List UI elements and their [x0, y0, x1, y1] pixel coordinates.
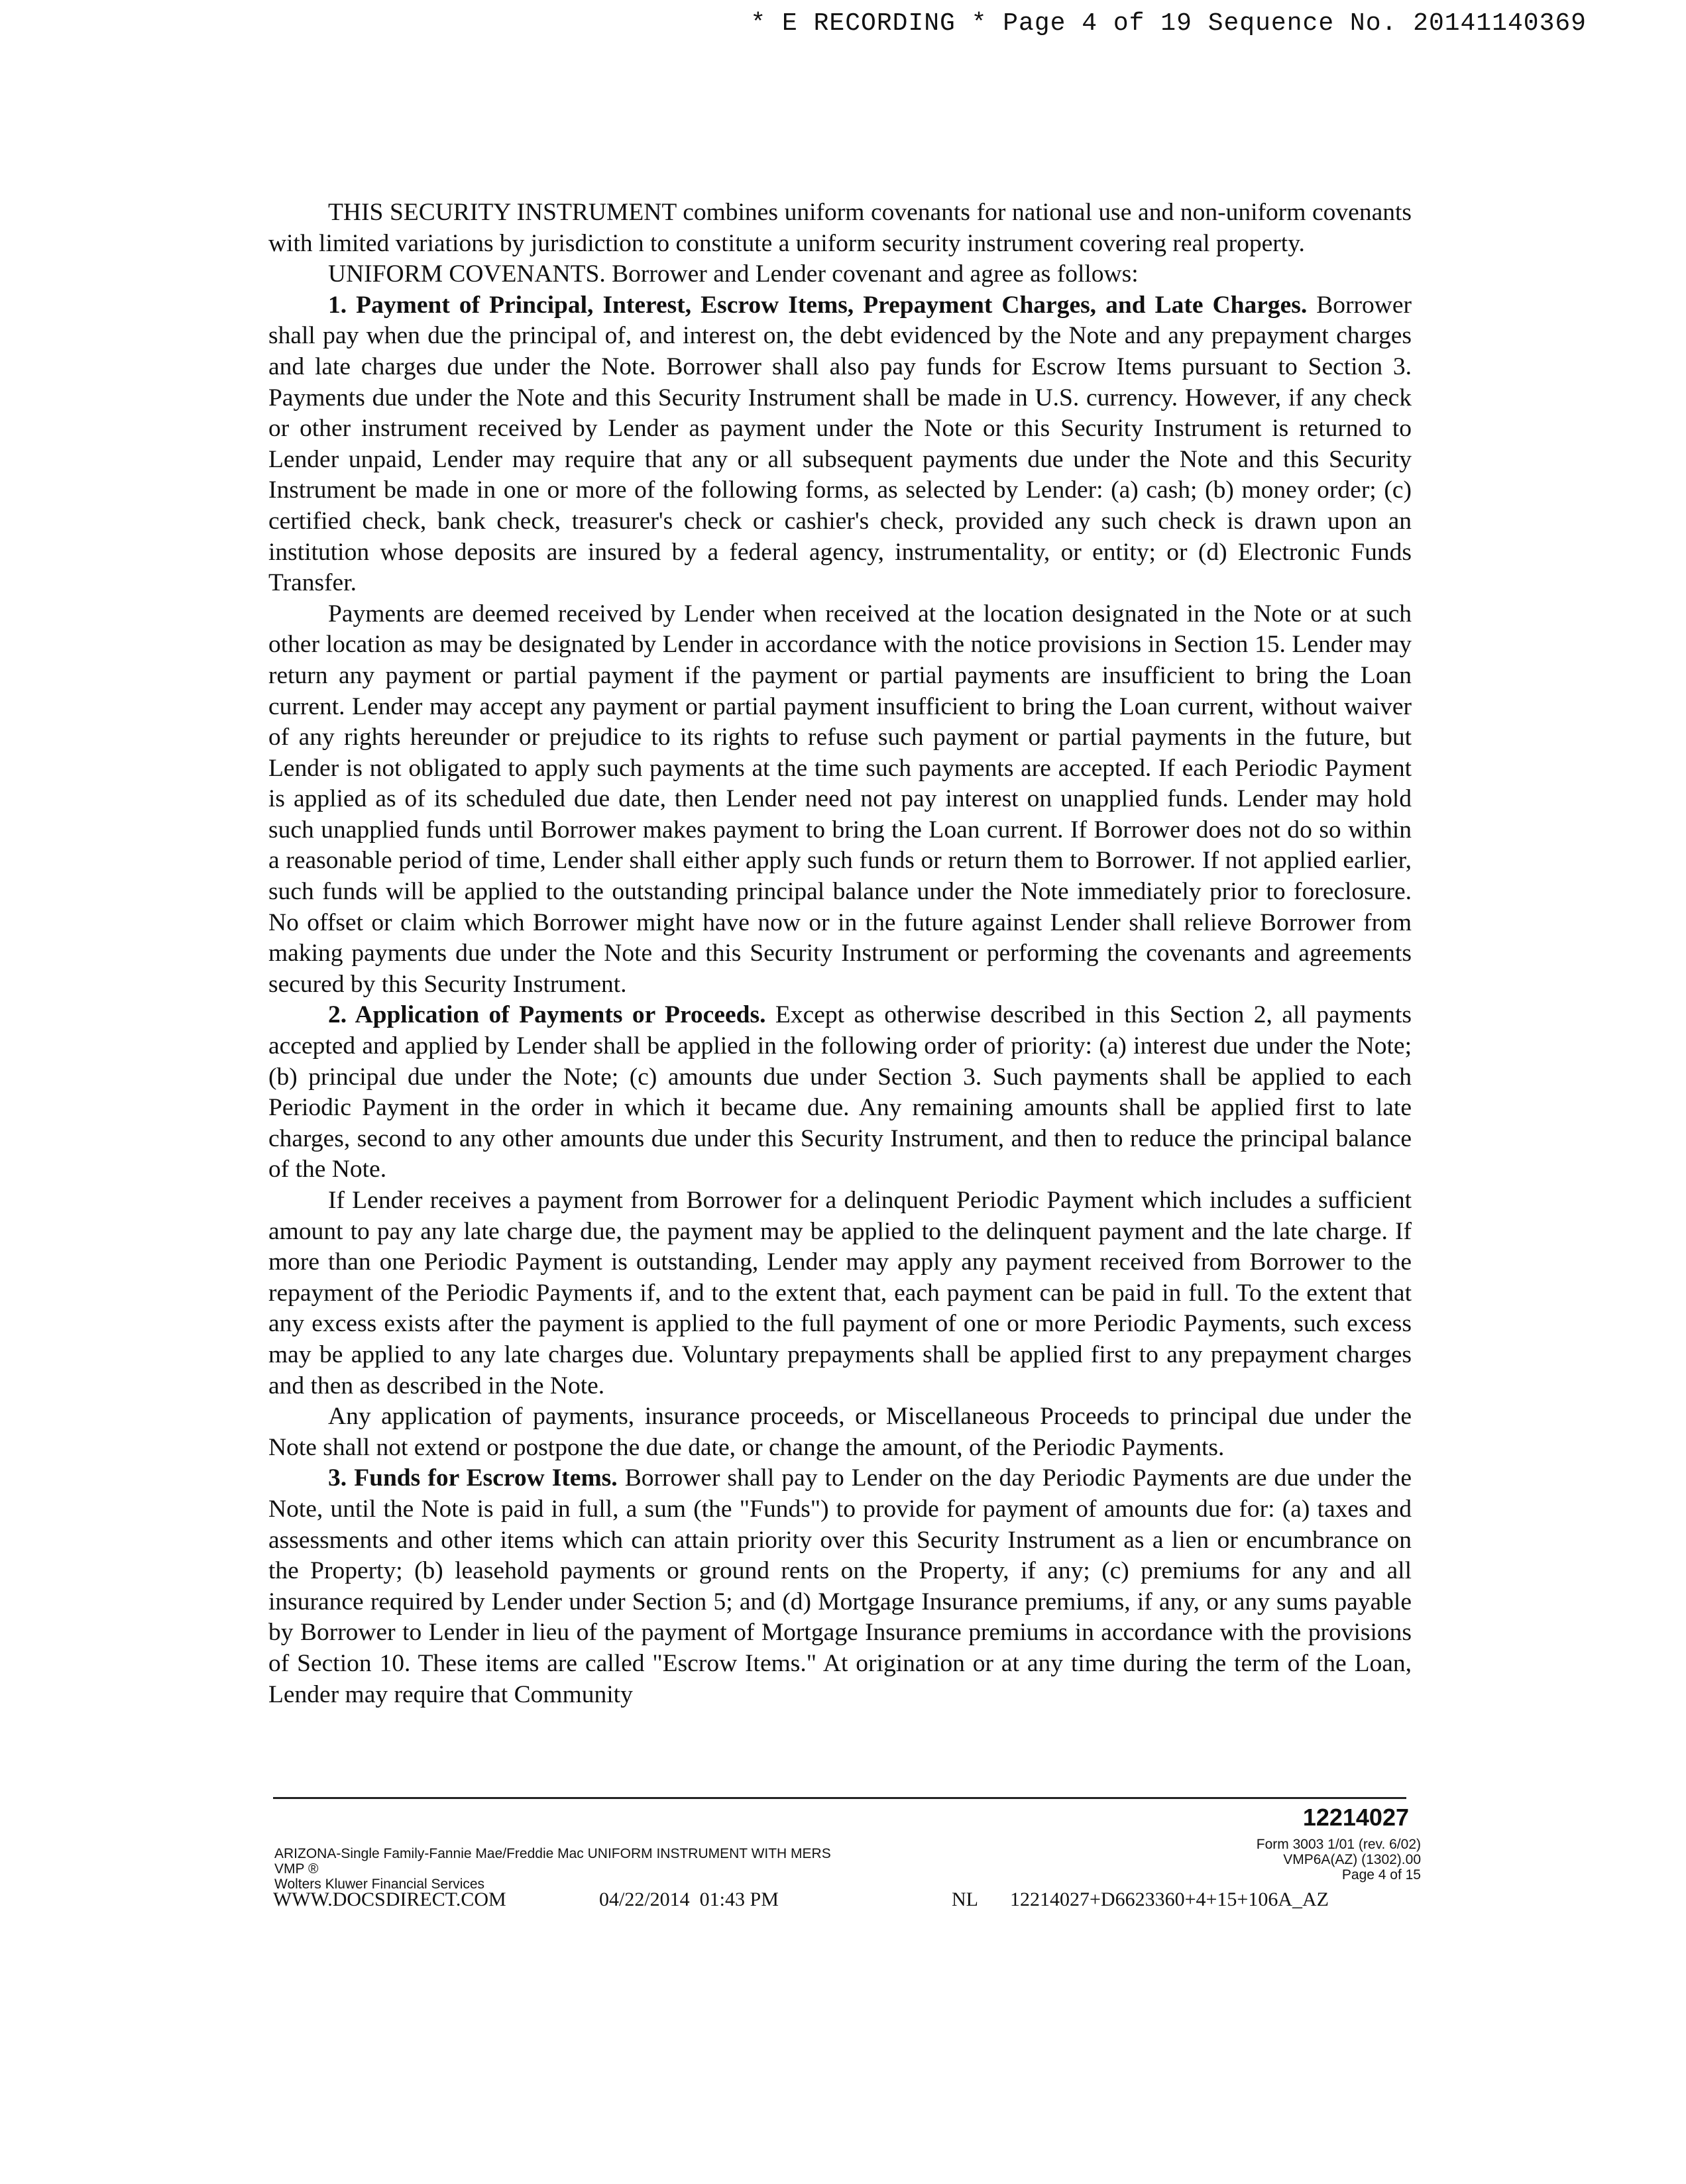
- section-3-paragraph: [268, 1463, 1412, 1710]
- section-3-text: Borrower shall pay to Lender on the day Periodic Payments are due under the Note, until the Note is paid in full, a sum (the "Funds") to provide for payment of amounts due for: (a) taxes and assessments and other items which can attain priority over this Security Instrument as a lien or encumbrance on the Property; (b) leasehold payments or ground rents on the Property, if any; (c) premiums for any and all insurance required by Lender under Section 5; and (d) Mortgage Insurance premiums, if any, or any sums payable by Borrower to Lender in lieu of the payment of Mortgage Insurance premiums in accordance with the provisions of Section 10. These items are called "Escrow Items." At origination or at any time during the term of the Loan, Lender may require that Community: [268, 1464, 1412, 1708]
- footer-divider: [273, 1797, 1406, 1799]
- section-2-heading: 2. Application of Payments or Proceeds.: [328, 1001, 766, 1029]
- document-code: 12214027+D6623360+4+15+106A_AZ: [1010, 1888, 1329, 1910]
- section-3-heading: 3. Funds for Escrow Items.: [328, 1464, 618, 1492]
- footer-form-number: [1257, 1837, 1421, 1883]
- section-2-paragraph: [268, 1000, 1412, 1185]
- form-number: Form 3003 1/01 (rev. 6/02): [1256, 1837, 1421, 1852]
- section-1-heading: 1. Payment of Principal, Interest, Escrow Items, Prepayment Charges, and Late Charges.: [328, 291, 1308, 319]
- document-body: [268, 197, 1412, 1710]
- section-2-paragraph-2: If Lender receives a payment from Borrower for a delinquent Periodic Payment which includes a sufficient amount to pay any late charge due, the payment may be applied to the delinquent payment and the late charge. If more than one Periodic Payment is outstanding, Lender may apply any payment received from Borrower to the repayment of the Periodic Payments if, and to the extent that, each payment can be paid in full. To the extent that any excess exists after the payment is applied to the full payment of one or more Periodic Payments, such excess may be applied to any late charges due. Voluntary prepayments shall be applied first to any prepayment charges and then as described in the Note.: [268, 1187, 1412, 1399]
- form-title: ARIZONA-Single Family-Fannie Mae/Freddie Mac UNIFORM INSTRUMENT WITH MERS: [274, 1846, 831, 1861]
- section-1-text: Borrower shall pay when due the principal of, and interest on, the debt evidenced by the Note and any prepayment charges and late charges due under the Note. Borrower shall also pay funds for Escrow Items pursuant to Section 3. Payments due under the Note and this Security Instrument shall be made in U.S. currency. However, if any check or other instrument received by Lender as payment under the Note or this Security Instrument is returned to Lender unpaid, Lender may require that any or all subsequent payments due under the Note and this Security Instrument be made in one or more of the following forms, as selected by Lender: (a) cash; (b) money order; (c) certified check, bank check, treasurer's check or cashier's check, provided any such check is drawn upon an institution whose deposits are insured by a federal agency, instrumentality, or entity; or (d) Electronic Funds Transfer.: [268, 291, 1412, 597]
- publisher: Wolters Kluwer Financial Services: [274, 1877, 485, 1892]
- section-2-text: Except as otherwise described in this Section 2, all payments accepted and applied by Lender shall be applied in the following order of priority: (a) interest due under the Note; (b) principal due under the Note; (c) amounts due under Section 3. Such payments shall be applied to each Periodic Payment in the order in which it became due. Any remaining amounts shall be applied first to late charges, second to any other amounts due under this Security Instrument, and then to reduce the principal balance of the Note.: [268, 1001, 1412, 1183]
- page-number: Page 4 of 15: [1341, 1867, 1421, 1883]
- section-2-paragraph-3: Any application of payments, insurance proceeds, or Miscellaneous Proceeds to principal due under the Note shall not extend or postpone the due date, or change the amount, of the Periodic Payments.: [268, 1403, 1412, 1461]
- print-datetime: 04/22/2014 01:43 PM: [599, 1888, 779, 1910]
- intro-paragraph: THIS SECURITY INSTRUMENT combines uniform covenants for national use and non-uniform covenants with limited variations by jurisdiction to constitute a uniform security instrument covering real property.: [268, 199, 1412, 257]
- section-1-paragraph: [268, 290, 1412, 599]
- initials: NL: [952, 1888, 978, 1910]
- footer-form-info: [274, 1846, 831, 1892]
- uniform-covenants-paragraph: UNIFORM COVENANTS. Borrower and Lender covenant and agree as follows:: [328, 260, 1139, 288]
- loan-number: 12214027: [1302, 1804, 1409, 1831]
- docs-url: WWW.DOCSDIRECT.COM: [273, 1888, 506, 1910]
- vmp-code: VMP6A(AZ) (1302).00: [1283, 1852, 1421, 1867]
- recording-header: * E RECORDING * Page 4 of 19 Sequence No. 20141140369: [750, 9, 1587, 38]
- section-1-paragraph-2: Payments are deemed received by Lender when received at the location designated in the Note or at such other location as may be designated by Lender in accordance with the notice provisions in Section 15. Lender may return any payment or partial payment if the payment or partial payments are insufficient to bring the Loan current. Lender may accept any payment or partial payment insufficient to bring the Loan current, without waiver of any rights hereunder or prejudice to its rights to refuse such payment or partial payments in the future, but Lender is not obligated to apply such payments at the time such payments are accepted. If each Periodic Payment is applied as of its scheduled due date, then Lender need not pay interest on unapplied funds. Lender may hold such unapplied funds until Borrower makes payment to bring the Loan current. If Borrower does not do so within a reasonable period of time, Lender shall either apply such funds or return them to Borrower. If not applied earlier, such funds will be applied to the outstanding principal balance under the Note immediately prior to foreclosure. No offset or claim which Borrower might have now or in the future against Lender shall relieve Borrower from making payments due under the Note and this Security Instrument or performing the covenants and agreements secured by this Security Instrument.: [268, 600, 1412, 998]
- vmp-mark: VMP ®: [274, 1861, 319, 1877]
